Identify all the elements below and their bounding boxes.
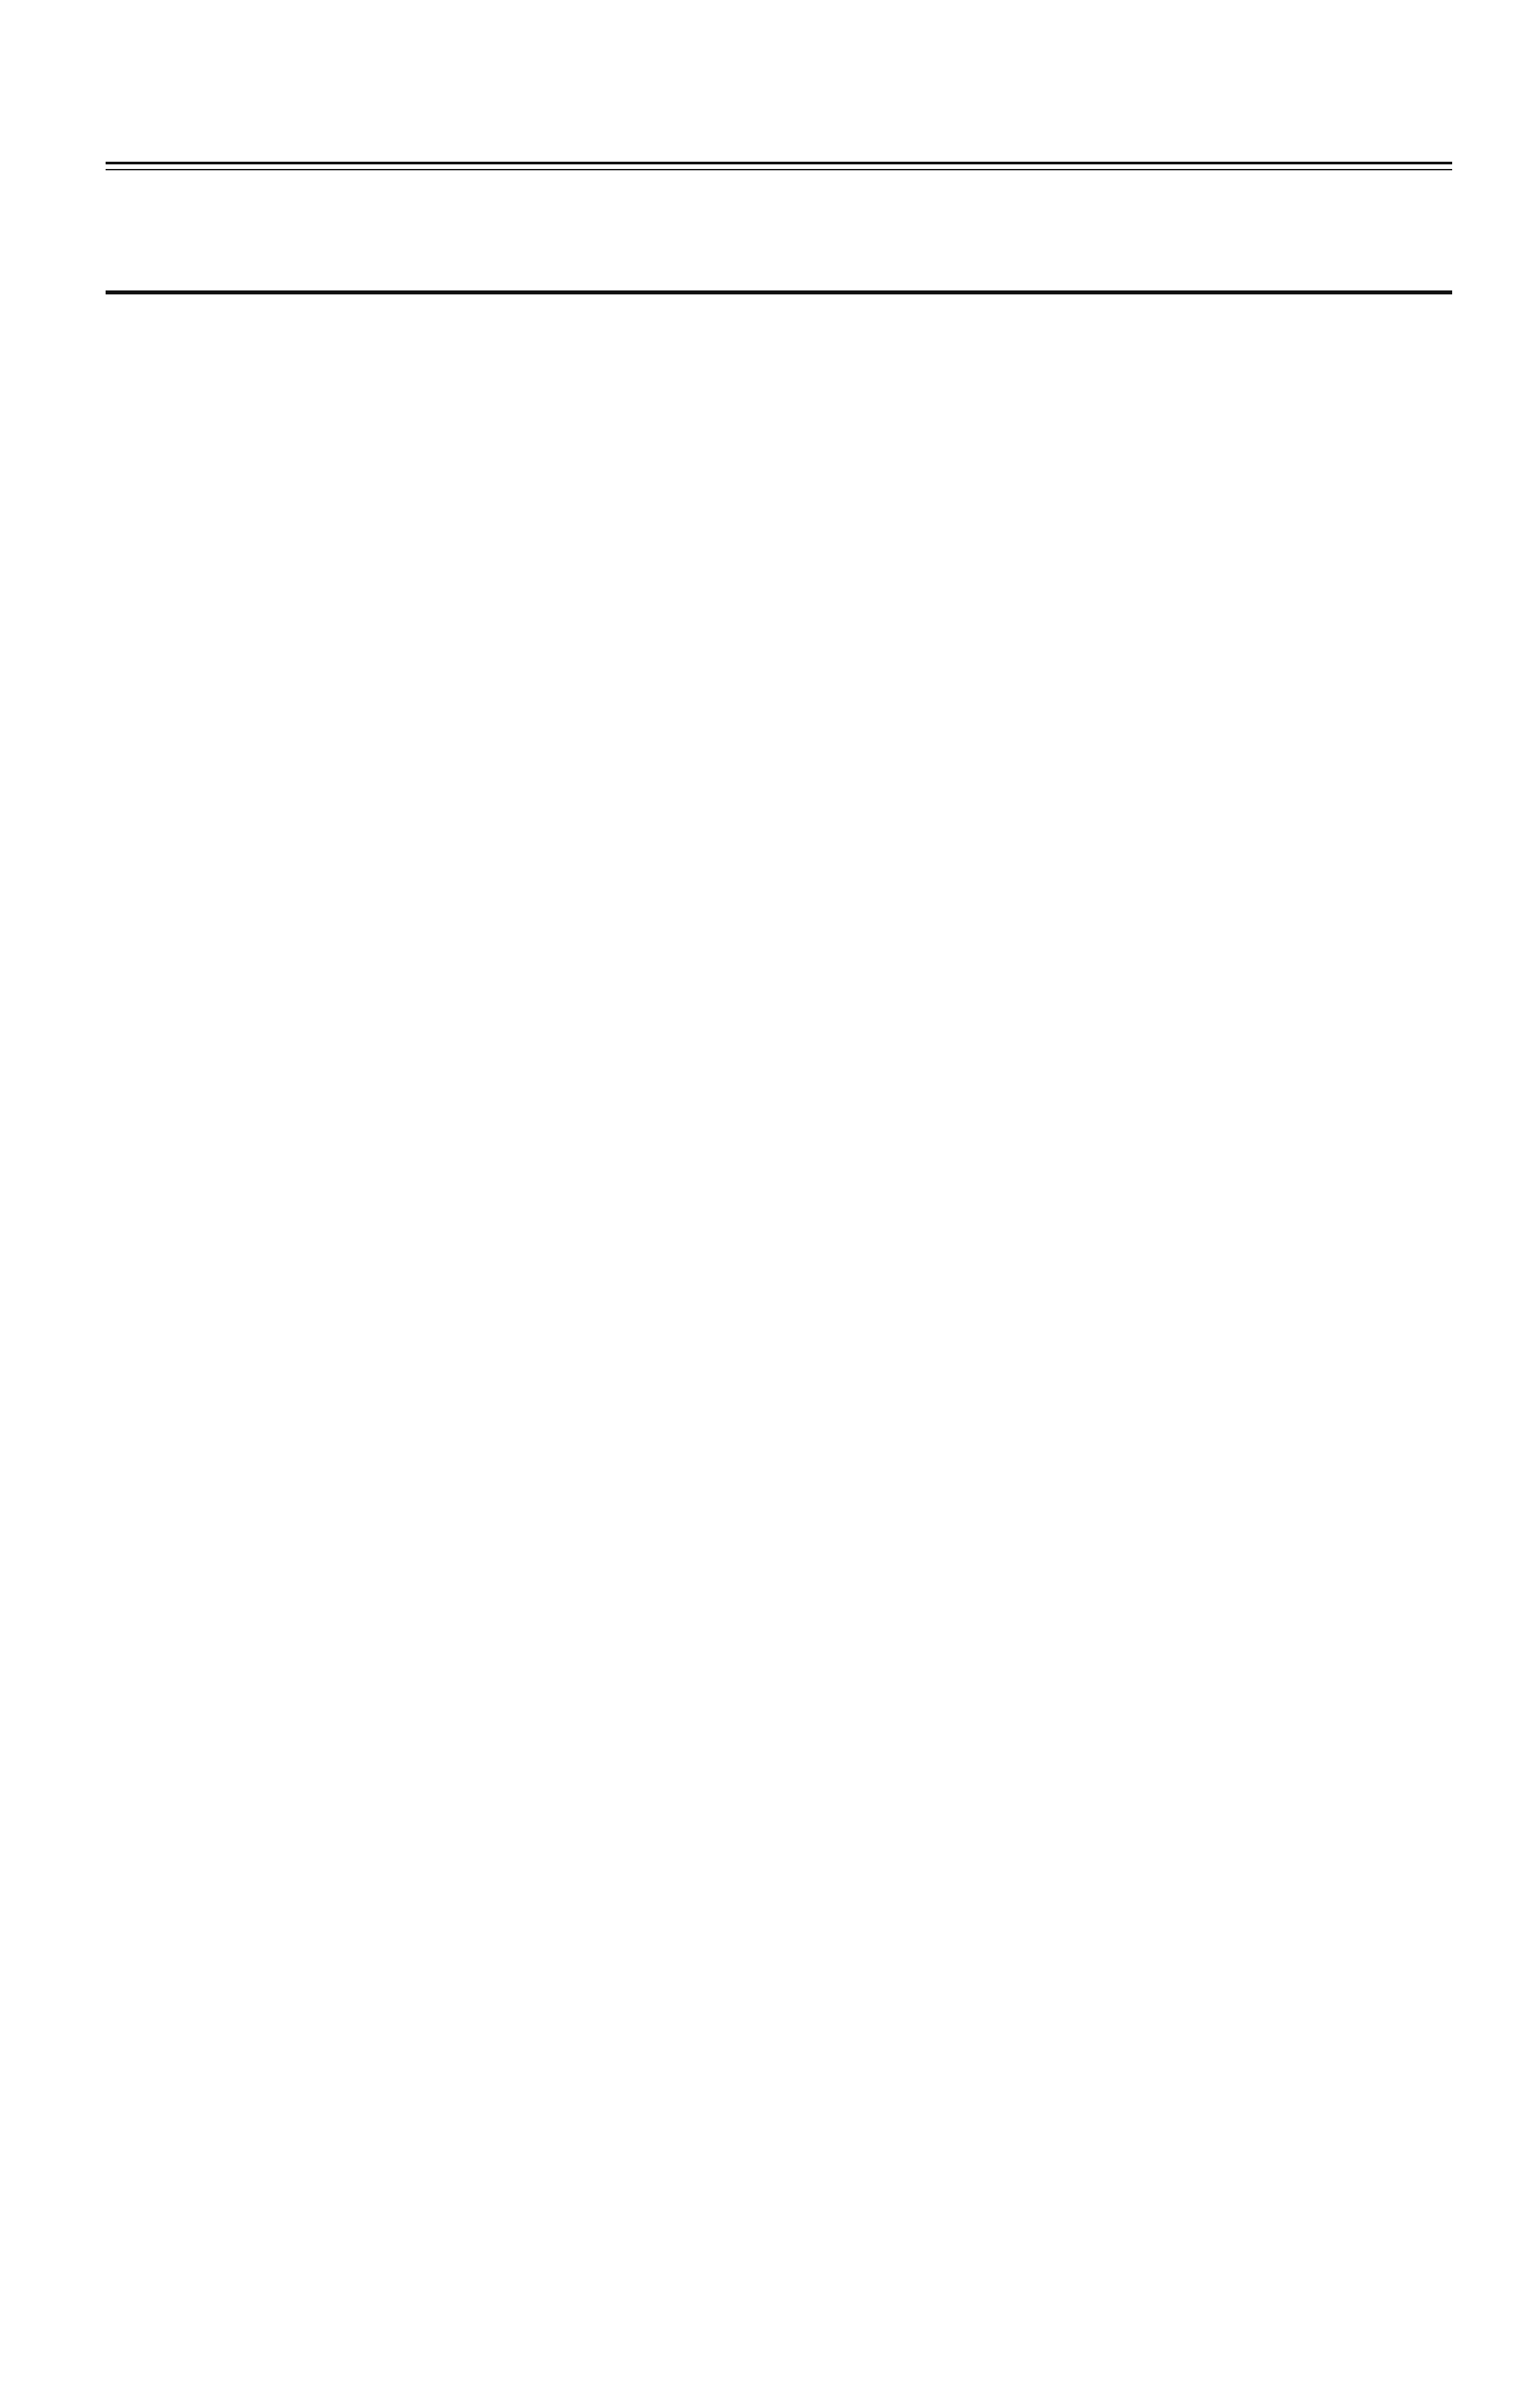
header-rule xyxy=(106,162,1452,164)
header-rule-thin xyxy=(106,169,1452,170)
section1-top-rule xyxy=(106,290,1452,294)
